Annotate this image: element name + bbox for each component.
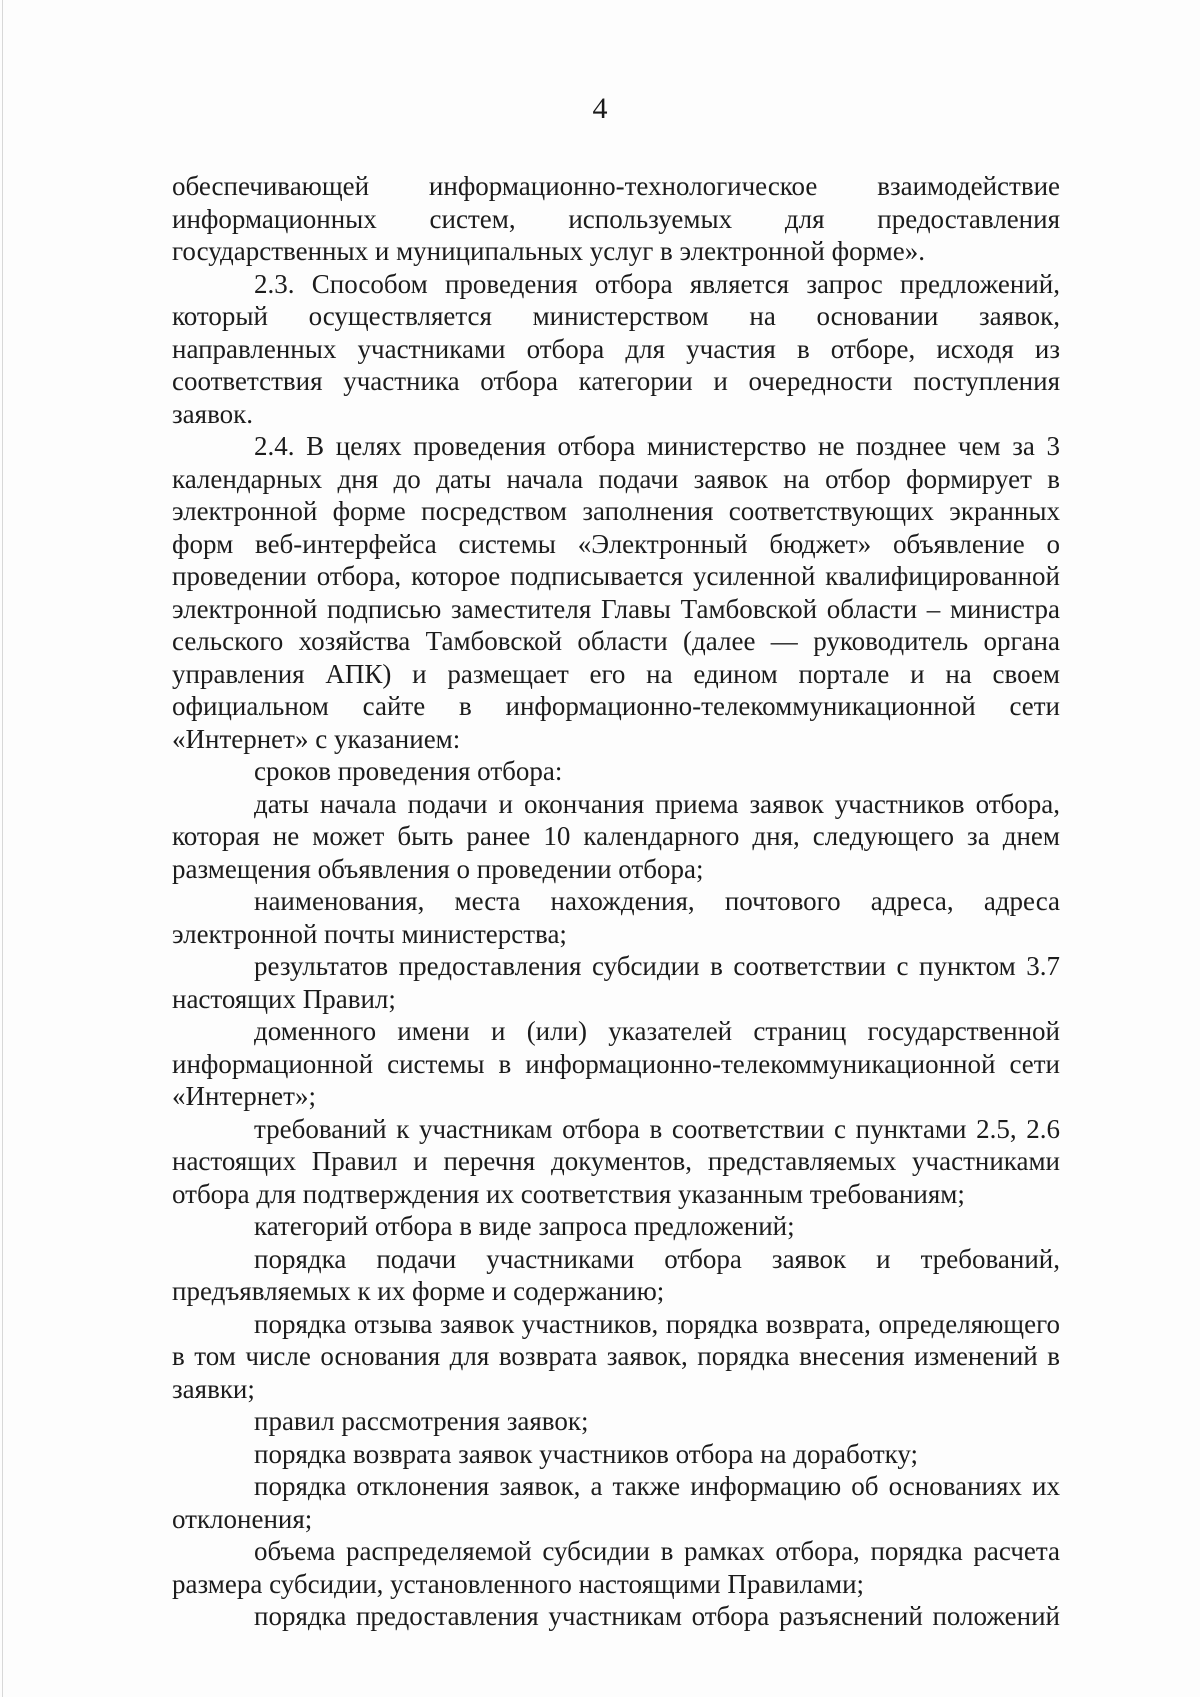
list-item-requirements: требований к участникам отбора в соответствии с пунктами 2.5, 2.6 настоящих Правил и перечня документов, представляемых участниками отбора для подтверждения их соответствия указанным требованиям; <box>172 1113 1060 1209</box>
list-item-subsidy-volume: объема распределяемой субсидии в рамках отбора, порядка расчета размера субсидии, установленного настоящими Правилами; <box>172 1536 1060 1599</box>
paragraph-2-4: 2.4. В целях проведения отбора министерство не позднее чем за 3 календарных дня до даты начала подачи заявок на отбор формирует в электронной форме посредством заполнения соответствующих экранных форм веб-интерфейса системы «Электронный бюджет» объявление о проведении отбора, которое подписывается усиленной квалифицированной электронной подписью заместителя Главы Тамбовской области – министра сельского хозяйства Тамбовской области (далее — руководитель органа управления АПК) и размещает его на едином портале и на своем официальном сайте в информационно-телекоммуникационной сети «Интернет» с указанием: <box>172 431 1060 754</box>
list-item-results: результатов предоставления субсидии в соответствии с пунктом 3.7 настоящих Правил; <box>172 951 1060 1014</box>
list-item-categories: категорий отбора в виде запроса предложений; <box>254 1211 795 1241</box>
paragraph-2-3: 2.3. Способом проведения отбора является запрос предложений, который осуществляется министерством на основании заявок, направленных участниками отбора для участия в отборе, исходя из соответствия участника отбора категории и очередности поступления заявок. <box>172 268 1060 429</box>
paragraph-continuation: обеспечивающей информационно-технологическое взаимодействие информационных систем, используемых для предоставления государственных и муниципальных услуг в электронной форме». <box>172 171 1060 266</box>
list-item-clarifications: порядка предоставления участникам отбора разъяснений положений <box>254 1601 1060 1631</box>
list-item-dates: даты начала подачи и окончания приема заявок участников отбора, которая не может быть ранее 10 календарного дня, следующего за днем размещения объявления о проведении отбора; <box>172 788 1060 884</box>
list-item-submission-order: порядка подачи участниками отбора заявок и требований, предъявляемых к их форме и содержанию; <box>172 1243 1060 1306</box>
list-item-withdrawal-order: порядка отзыва заявок участников, порядка возврата, определяющего в том числе основания для возврата заявок, порядка внесения изменений в заявки; <box>172 1308 1060 1404</box>
list-item-review-rules: правил рассмотрения заявок; <box>254 1406 589 1436</box>
list-item-return-for-revision: порядка возврата заявок участников отбора на доработку; <box>254 1438 919 1469</box>
scan-edge-line <box>2 0 3 1697</box>
list-item-rejection-order: порядка отклонения заявок, а также информацию об основаниях их отклонения; <box>172 1471 1060 1534</box>
list-item-domain: доменного имени и (или) указателей страниц государственной информационной системы в информационно-телекоммуникационной сети «Интернет»; <box>172 1016 1060 1111</box>
list-item-ministry-contacts: наименования, места нахождения, почтового адреса, адреса электронной почты министерства; <box>172 886 1060 949</box>
list-item-terms: сроков проведения отбора: <box>254 756 563 786</box>
document-body <box>172 170 1060 1633</box>
page-number: 4 <box>592 92 608 125</box>
